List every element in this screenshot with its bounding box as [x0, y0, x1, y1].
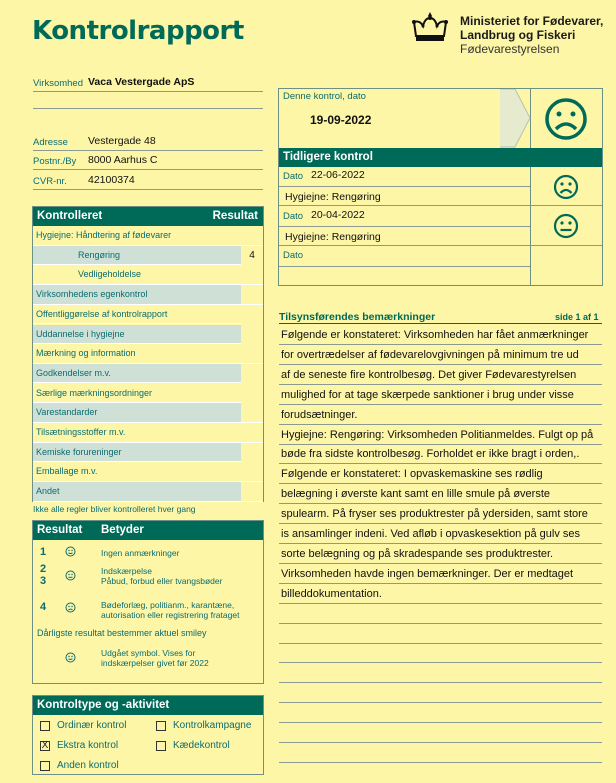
- controlled-row: [33, 344, 263, 364]
- controlled-row-result: [241, 265, 263, 284]
- legend-text-4: Bødeforlæg, politianm., karantæne, autorisation eller registrering frataget: [101, 600, 240, 620]
- remark-line: Følgende er konstateret: Virksomheden har fået anmærkninger: [281, 329, 589, 341]
- control-type-header: Kontroltype og -aktivitet: [33, 696, 263, 715]
- controlled-row: [33, 364, 263, 384]
- controlled-row-result: [241, 344, 263, 363]
- prev-desc-1: Hygiejne: Rengøring: [285, 191, 381, 203]
- prev-date-label-3: Dato: [283, 250, 304, 261]
- controlled-row-result: [241, 462, 263, 481]
- checkbox-ekstra[interactable]: X: [41, 740, 49, 751]
- legend-header: Resultat Betyder: [33, 521, 263, 540]
- prev-date-2: 20-04-2022: [311, 209, 365, 221]
- prev-date-label-2: Dato: [283, 211, 304, 222]
- company-name: Vaca Vestergade ApS: [88, 76, 195, 88]
- checkbox-kaede-label: Kædekontrol: [173, 740, 230, 751]
- ministry-name: Ministeriet for Fødevarer, Landbrug og Fiskeri Fødevarestyrelsen: [460, 14, 604, 56]
- current-control-label: Denne kontrol, dato: [283, 91, 366, 102]
- cvr-value: 42100374: [88, 174, 135, 186]
- controlled-row-result: [241, 443, 263, 462]
- controlled-row: [33, 384, 263, 404]
- prev-date-1: 22-06-2022: [311, 169, 365, 181]
- remark-line: sorte belægning og på skradespande ses produktrester.: [281, 547, 554, 560]
- controlled-row-result: [241, 325, 263, 344]
- address-value: Vestergade 48: [88, 135, 156, 147]
- controlled-row-label: Godkendelser m.v.: [36, 367, 111, 378]
- controlled-row: [33, 265, 263, 285]
- controlled-row: [33, 423, 263, 443]
- controlled-row-label: Rengøring: [78, 249, 121, 260]
- controlled-row: [33, 285, 263, 305]
- controlled-row-result: [241, 285, 263, 304]
- sad-smiley-icon: [65, 602, 76, 613]
- remark-line: Hygiejne: Rengøring: Virksomheden Politianmeldes. Fulgt op på: [281, 428, 594, 441]
- prev-desc-2: Hygiejne: Rengøring: [285, 231, 381, 243]
- checkbox-ordinaer[interactable]: [40, 721, 50, 731]
- controlled-row-label: Offentliggørelse af kontrolrapport: [36, 308, 168, 319]
- controlled-row-result: [241, 305, 263, 324]
- page-title: Kontrolrapport: [32, 16, 244, 46]
- arrow-shape: [500, 89, 531, 148]
- controlled-row-label: Tilsætningsstoffer m.v.: [36, 427, 126, 437]
- previous-control-header: Tidligere kontrol: [279, 148, 602, 167]
- remark-line: billeddokumentation.: [281, 587, 382, 600]
- controlled-row-result: [241, 226, 263, 245]
- controlled-row-label: Varestandarder: [36, 407, 98, 418]
- controlled-row-label: Emballage m.v.: [36, 466, 98, 477]
- controlled-row-result: [241, 403, 263, 422]
- remark-line: Følgende er konstateret: I opvaskemaskine ses rødlig: [281, 468, 543, 481]
- checkbox-kampagne[interactable]: [156, 721, 166, 731]
- controlled-row-label: Kemiske forureninger: [36, 446, 122, 457]
- address-label: Adresse: [33, 137, 68, 148]
- sad-smiley-icon: [553, 174, 579, 200]
- controlled-row-result: [241, 364, 263, 383]
- controlled-row-result: [241, 482, 263, 501]
- controlled-row: [33, 305, 263, 325]
- remark-line: mulighed for at tage skærpede sanktioner i brug under visse: [281, 388, 574, 401]
- controlled-row: [33, 462, 263, 482]
- controlled-row-label: Virksomhedens egenkontrol: [36, 289, 148, 300]
- checkbox-kaede[interactable]: [156, 741, 166, 751]
- remark-line: af de seneste fire kontrolbesøg. Det giver Fødevarestyrelsen: [281, 368, 577, 381]
- controlled-row-label: Vedligeholdelse: [78, 269, 142, 280]
- controlled-row-label: Andet: [36, 486, 60, 497]
- crown-logo-icon: [410, 10, 450, 44]
- prev-date-label-1: Dato: [283, 171, 304, 182]
- remarks-header: Tilsynsførendes bemærkninger: [279, 311, 436, 323]
- checkbox-ordinaer-label: Ordinær kontrol: [57, 720, 127, 731]
- controlled-row: [33, 482, 263, 502]
- remark-line: is ansamlinger indeni. Ved afløb i opvaskesektion på gulv ses: [281, 528, 581, 540]
- remark-line: bøde fra sidste kontrolbesøg. Forholdet er ikke bragt i orden,.: [281, 448, 580, 461]
- neutral-smiley-icon: [65, 570, 76, 581]
- controlled-row-label: Uddannelse i hygiejne: [36, 328, 125, 339]
- controlled-row: [33, 226, 263, 246]
- legend-num-1: 1: [40, 546, 47, 558]
- remark-line: forudsætninger.: [281, 408, 358, 421]
- postal-value: 8000 Aarhus C: [88, 154, 158, 166]
- legend-text-1: Ingen anmærkninger: [101, 548, 180, 558]
- legend-num-23: 2 3: [40, 563, 47, 587]
- checkbox-anden-label: Anden kontrol: [57, 760, 119, 771]
- controlled-row-label: Mærkning og information: [36, 348, 136, 359]
- remark-line: spulearm. På fryser ses produktrester på ydersiden, samt store: [281, 508, 588, 521]
- legend-text-23: Indskærpelse Påbud, forbud eller tvangsbøder: [101, 566, 223, 586]
- postal-label: Postnr./By: [33, 156, 77, 167]
- remark-line: for overtrædelser af fødevarelovgivningen på minimum tre ud: [281, 348, 579, 361]
- sad-smiley-icon: [544, 97, 588, 141]
- checkbox-anden[interactable]: [40, 761, 50, 771]
- neutral-smiley-icon: [553, 213, 579, 239]
- remark-line: Virksomheden havde ingen bemærkninger. Der er medtaget: [281, 567, 574, 580]
- checkbox-kampagne-label: Kontrolkampagne: [173, 720, 252, 731]
- remarks-page: side 1 af 1: [555, 312, 599, 322]
- controlled-row-label: Særlige mærkningsordninger: [36, 387, 153, 398]
- company-label: Virksomhed: [33, 78, 83, 89]
- expired-smiley-icon: [65, 652, 76, 663]
- legend-expired-text: Udgået symbol. Vises for indskærpelser givet før 2022: [101, 648, 209, 668]
- controlled-row-result: [241, 384, 263, 403]
- checkbox-ekstra-label: Ekstra kontrol: [57, 740, 119, 751]
- controlled-row-result: 4: [241, 246, 263, 265]
- remark-line: belægning i øverste kant samt en lille smule på øverste: [281, 488, 551, 501]
- controlled-row-result: [241, 423, 263, 442]
- controlled-row: [33, 403, 263, 423]
- cvr-label: CVR-nr.: [33, 176, 67, 187]
- controlled-row-label: Hygiejne: Håndtering af fødevarer: [36, 230, 172, 240]
- controlled-row: [33, 325, 263, 345]
- controlled-note: Ikke alle regler bliver kontrolleret hver gang: [33, 504, 196, 514]
- controlled-header: Kontrolleret Resultat: [33, 207, 263, 226]
- controlled-row: [33, 246, 263, 266]
- current-control-date: 19-09-2022: [310, 113, 372, 127]
- legend-worst-note: Dårligste resultat bestemmer aktuel smiley: [37, 628, 207, 638]
- controlled-row: [33, 443, 263, 463]
- legend-num-4: 4: [40, 601, 47, 613]
- happy-smiley-icon: [65, 546, 76, 557]
